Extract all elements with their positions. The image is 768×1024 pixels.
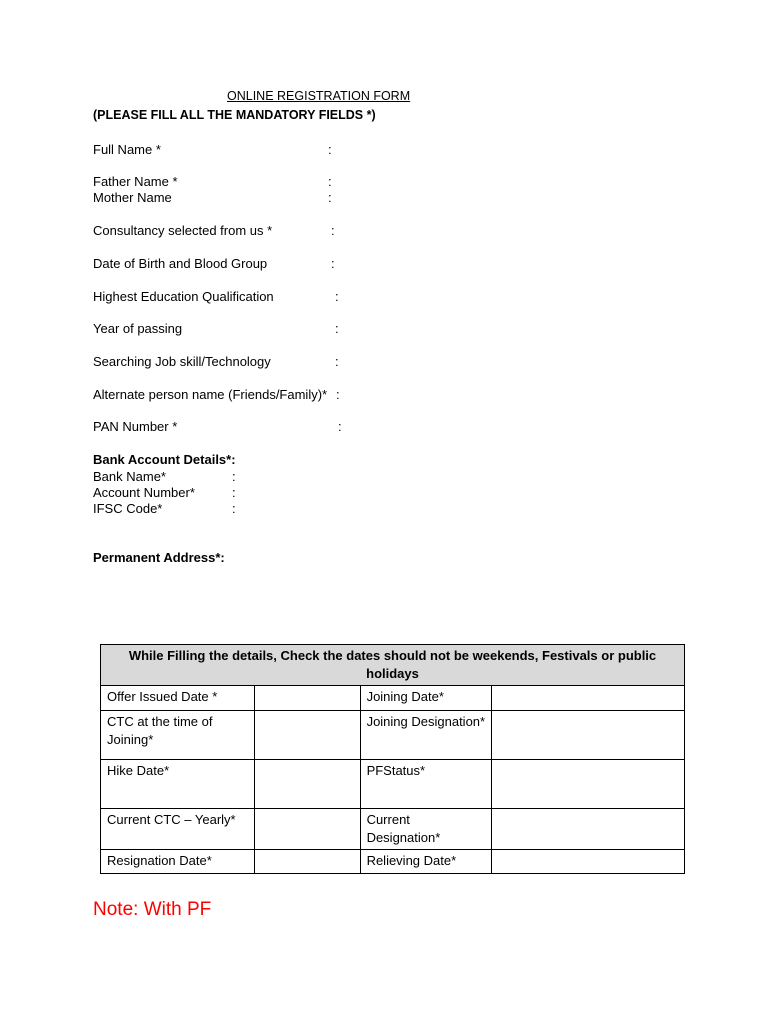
field-label-dob-blood: Date of Birth and Blood Group <box>93 256 268 271</box>
field-label-alternate-person: Alternate person name (Friends/Family)* <box>93 387 328 402</box>
field-colon-pan: : <box>338 419 342 434</box>
table-cell-input[interactable] <box>254 809 360 850</box>
note-text: Note: With PF <box>93 899 212 920</box>
form-subtitle: (PLEASE FILL ALL THE MANDATORY FIELDS *) <box>93 108 376 122</box>
table-cell-input[interactable] <box>254 850 360 874</box>
field-label-account-number: Account Number* <box>93 485 195 500</box>
field-label-pan: PAN Number * <box>93 419 178 434</box>
field-colon-education: : <box>335 289 339 304</box>
field-colon-dob-blood: : <box>331 256 335 271</box>
field-colon-job-skill: : <box>335 354 339 369</box>
field-label-year-passing: Year of passing <box>93 321 183 336</box>
table-row <box>101 850 685 874</box>
table-cell-label: CTC at the time of Joining* <box>101 711 255 760</box>
table-row <box>101 711 685 760</box>
table-cell-input[interactable] <box>492 809 685 850</box>
table-cell-label: Joining Date* <box>360 686 492 711</box>
employment-details-table <box>100 644 685 874</box>
table-cell-input[interactable] <box>492 760 685 809</box>
field-label-ifsc: IFSC Code* <box>93 501 163 516</box>
field-colon-full-name: : <box>328 142 332 157</box>
field-label-father-name: Father Name * <box>93 174 178 189</box>
table-cell-input[interactable] <box>492 850 685 874</box>
table-cell-label: Joining Designation* <box>360 711 492 760</box>
permanent-address-heading: Permanent Address*: <box>93 550 225 565</box>
field-colon-consultancy: : <box>331 223 335 238</box>
table-cell-label: Relieving Date* <box>360 850 492 874</box>
table-row <box>101 760 685 809</box>
field-colon-ifsc: : <box>232 501 236 516</box>
table-row <box>101 686 685 711</box>
field-colon-bank-name: : <box>232 469 236 484</box>
field-colon-account-number: : <box>232 485 236 500</box>
field-colon-father-name: : <box>328 174 332 189</box>
table-cell-label: Current CTC – Yearly* <box>101 809 255 850</box>
table-cell-input[interactable] <box>492 686 685 711</box>
table-cell-label: PFStatus* <box>360 760 492 809</box>
field-label-bank-name: Bank Name* <box>93 469 166 484</box>
table-row <box>101 809 685 850</box>
table-cell-input[interactable] <box>492 711 685 760</box>
field-colon-alternate-person: : <box>336 387 340 402</box>
table-header-row <box>101 645 685 686</box>
form-title: ONLINE REGISTRATION FORM <box>227 89 411 103</box>
field-colon-mother-name: : <box>328 190 332 205</box>
bank-details-heading: Bank Account Details*: <box>93 452 236 467</box>
table-cell-input[interactable] <box>254 711 360 760</box>
field-colon-year-passing: : <box>335 321 339 336</box>
field-label-job-skill: Searching Job skill/Technology <box>93 354 271 369</box>
table-cell-input[interactable] <box>254 760 360 809</box>
table-cell-label: Offer Issued Date * <box>101 686 255 711</box>
table-cell-label: Current Designation* <box>360 809 492 850</box>
table-cell-label: Hike Date* <box>101 760 255 809</box>
field-label-consultancy: Consultancy selected from us * <box>93 223 273 238</box>
table-header: While Filling the details, Check the dates should not be weekends, Festivals or public holidays <box>101 645 685 686</box>
field-label-education: Highest Education Qualification <box>93 289 274 304</box>
table-cell-input[interactable] <box>254 686 360 711</box>
table-cell-label: Resignation Date* <box>101 850 255 874</box>
field-label-mother-name: Mother Name <box>93 190 172 205</box>
field-label-full-name: Full Name * <box>93 142 161 157</box>
